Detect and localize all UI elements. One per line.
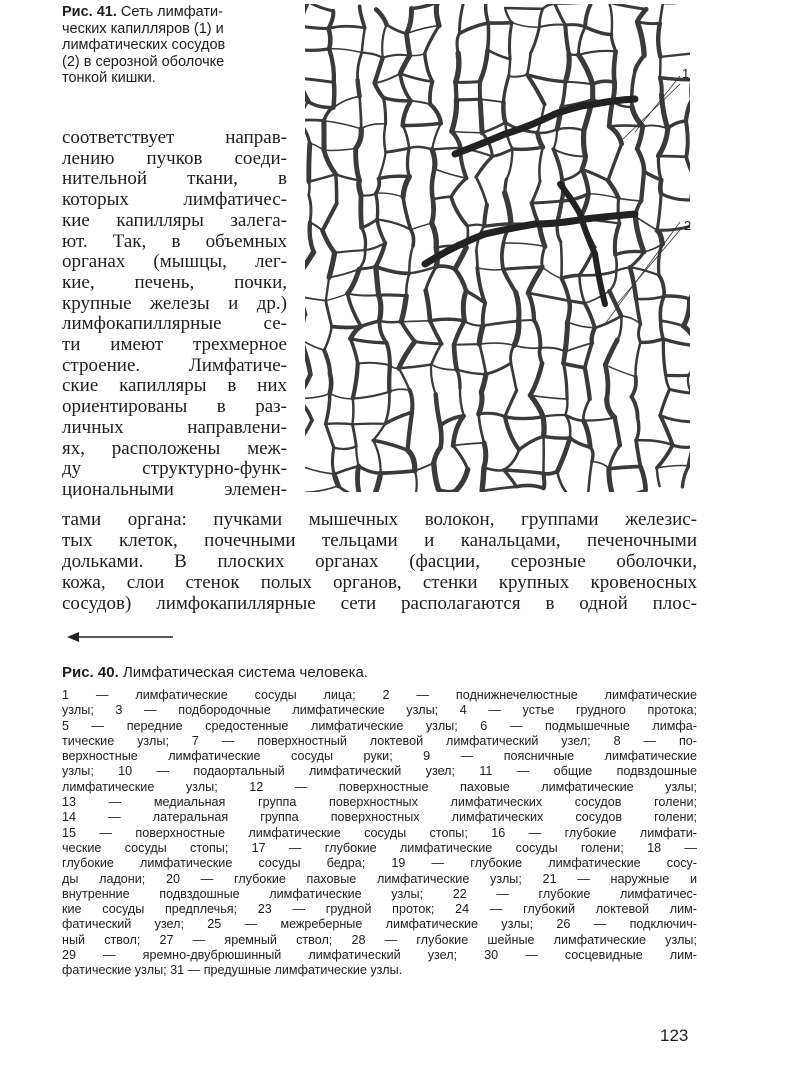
capillary-segment: [360, 96, 362, 128]
capillary-segment: [456, 53, 459, 82]
capillary-segment: [660, 57, 661, 78]
capillary-segment: [509, 59, 510, 76]
legend-line: узлы; 3 — подбородочные лимфатические узлы; 4 — устье грудного протока;: [62, 703, 697, 718]
legend-line: 5 — передние средостенные лимфатические узлы; 6 — подмышечные лимфа-: [62, 718, 697, 733]
capillary-segment: [440, 426, 441, 448]
capillary-segment: [305, 49, 329, 50]
caption-text: Сеть лимфати-: [120, 4, 223, 20]
text-line: лимфокапиллярные се-: [62, 313, 287, 335]
figure-41-caption: [62, 4, 290, 87]
capillary-segment: [432, 150, 435, 170]
caption-line-4: тонкой кишки.: [62, 70, 156, 86]
capillary-segment: [376, 267, 379, 296]
legend-line: верхностные лимфатические сосуды руки; 9 — поясничные лимфатические: [62, 749, 697, 764]
capillary-segment: [456, 99, 480, 100]
capillary-segment: [379, 295, 381, 321]
capillary-segment: [543, 473, 544, 488]
capillary-segment: [352, 399, 353, 425]
text-line: ские капилляры в них: [62, 375, 287, 397]
text-line: ют. Так, в объемных: [62, 230, 287, 252]
capillary-segment: [503, 102, 505, 122]
figure-40-label: Рис. 40.: [62, 664, 119, 681]
caption-label: Рис. 41.: [62, 4, 117, 20]
text-line: ях, расположены меж-: [62, 437, 287, 459]
body-text-left: [62, 128, 287, 501]
capillary-segment: [658, 156, 686, 157]
legend-line: фатический узел; 25 — межреберные лимфатические узлы; 26 — подключич-: [62, 917, 697, 932]
capillary-segment: [330, 373, 332, 393]
figure-40-title-text: Лимфатическая система человека.: [122, 664, 368, 681]
capillary-segment: [430, 319, 465, 321]
capillary-segment: [463, 291, 466, 321]
capillary-segment: [381, 471, 415, 473]
text-line: лению пучков соеди-: [62, 147, 287, 169]
capillary-segment: [326, 423, 353, 424]
capillary-segment: [660, 78, 662, 95]
legend-line: 14 — латеральная группа поверхностных лимфатических сосудов голени;: [62, 810, 697, 825]
body-text-full: [62, 510, 697, 615]
text-line: ориентированы в раз-: [62, 396, 287, 418]
text-line: ду структурно-функ-: [62, 458, 287, 480]
capillary-segment: [583, 131, 585, 157]
capillary-segment: [407, 34, 410, 56]
text-line: личных направлени-: [62, 416, 287, 438]
capillary-segment: [544, 436, 570, 438]
capillary-segment: [614, 51, 616, 82]
capillary-segment: [305, 120, 324, 121]
text-line: дольками. В плоских органах (фасции, серозные оболочки,: [62, 550, 697, 572]
capillary-segment: [438, 490, 456, 492]
capillary-segment: [502, 243, 504, 269]
capillary-segment: [357, 466, 359, 492]
legend-line: кие сосуды предплечья; 23 — грудной проток; 24 — глубокий локтевой лим-: [62, 902, 697, 917]
figure-40-legend: [62, 688, 697, 979]
text-line: циональными элемен-: [62, 478, 287, 500]
capillary-segment: [456, 82, 457, 100]
capillary-segment: [561, 242, 562, 278]
text-line: тами органа: пучками мышечных волокон, группами железис-: [62, 509, 697, 530]
capillary-segment: [476, 250, 477, 268]
capillary-segment: [401, 321, 430, 322]
capillary-segment: [565, 322, 567, 352]
caption-line-1: ческих капилляров (1) и: [62, 20, 224, 37]
legend-line: глубокие лимфатические сосуды бедра; 19 — глубокие лимфатические сосу-: [62, 856, 697, 871]
capillary-segment: [329, 29, 331, 49]
legend-line: узлы; 10 — подаортальный лимфатический узел; 11 — общие подвздошные: [62, 764, 697, 779]
capillary-segment: [456, 82, 480, 83]
capillary-segment: [352, 424, 385, 425]
legend-line: лимфатические узлы; 12 — поверхностные паховые лимфатические узлы;: [62, 779, 697, 794]
text-line: органах (мышцы, лег-: [62, 251, 287, 273]
legend-line: 13 — медиальная группа поверхностных лимфатических сосудов голени;: [62, 795, 697, 810]
legend-line: 1 — лимфатические сосуды лица; 2 — поднижнечелюстные лимфатические: [62, 688, 697, 702]
text-line: которых лимфатичес-: [62, 189, 287, 211]
text-line: кожа, слои стенок полых органов, стенки крупных кровеносных: [62, 571, 697, 593]
capillary-segment: [454, 345, 457, 370]
legend-line: фатические узлы; 31 — предушные лимфатические узлы.: [62, 963, 403, 978]
capillary-segment: [334, 82, 335, 107]
text-line: крупные железы и др.): [62, 292, 287, 314]
capillary-segment: [686, 121, 688, 157]
legend-line: ческие сосуды стопы; 17 — глубокие лимфатические сосуды голени; 18 —: [62, 840, 697, 855]
legend-line: 15 — поверхностные лимфатические сосуды стопы; 16 — глубокие лимфати-: [62, 825, 697, 840]
legend-line: 29 — яремно-двубрюшинный лимфатический узел; 30 — сосцевидные лим-: [62, 948, 697, 963]
capillary-segment: [519, 320, 534, 321]
text-line: строение. Лимфатиче-: [62, 354, 287, 376]
legend-line: тические узлы; 7 — поверхностный локтевой лимфатический узел; 8 — по-: [62, 733, 697, 748]
page-number: 123: [660, 1026, 689, 1045]
capillary-segment: [618, 198, 619, 223]
capillary-segment: [454, 344, 479, 345]
capillary-segment: [605, 365, 608, 399]
capillary-segment: [568, 301, 570, 322]
text-line: нительной ткани, в: [62, 168, 287, 190]
capillary-segment: [505, 8, 543, 9]
caption-line-0: [62, 4, 290, 21]
callout-1: 1: [682, 66, 690, 81]
text-line: тых клеток, почечными тельцами и канальцами, печеночными: [62, 529, 697, 551]
capillary-segment: [336, 174, 337, 203]
figure-40-title: [62, 664, 368, 681]
capillary-segment: [609, 126, 643, 127]
capillary-segment: [505, 417, 543, 419]
text-line: соответствует направ-: [62, 127, 287, 148]
capillary-segment: [361, 195, 362, 227]
caption-line-3: (2) в серозной оболочке: [62, 53, 225, 70]
capillary-segment: [376, 193, 378, 219]
callout-2: 2: [684, 218, 692, 233]
capillary-segment: [432, 199, 434, 223]
text-line: кие капилляры залега-: [62, 209, 287, 231]
caption-line-2: лимфатических сосудов: [62, 37, 226, 53]
capillary-segment: [379, 295, 407, 296]
lymphatic-network-image: [305, 4, 690, 492]
text-line: кие, печень, почки,: [62, 271, 287, 293]
arrow-left-icon: [65, 630, 175, 644]
capillary-segment: [436, 4, 439, 26]
capillary-segment: [482, 468, 484, 491]
capillary-segment: [609, 467, 641, 469]
capillary-segment: [543, 417, 544, 437]
capillary-segment: [309, 144, 310, 182]
capillary-segment: [480, 99, 482, 133]
capillary-segment: [484, 443, 486, 468]
capillary-segment: [407, 148, 409, 176]
capillary-segment: [432, 169, 435, 199]
legend-line: ный ствол; 27 — яремный ствол; 28 — глубокие шейные лимфатические узлы;: [62, 932, 697, 947]
capillary-segment: [389, 365, 390, 392]
capillary-segment: [358, 80, 360, 97]
text-line: сосудов) лимфокапиллярные сети располагаются в одной плос-: [62, 592, 697, 614]
capillary-segment: [660, 180, 661, 194]
capillary-segment: [309, 182, 310, 195]
legend-line: внутренние подвздошные лимфатические узлы; 22 — глубокие лимфатичес-: [62, 886, 697, 901]
capillary-segment: [615, 255, 616, 272]
text-line: ти имеют трехмерное: [62, 334, 287, 356]
capillary-segment: [641, 172, 644, 201]
capillary-segment: [658, 23, 660, 57]
legend-line: ды ладони; 20 — глубокие паховые лимфатические узлы; 21 — наружные и: [62, 871, 697, 886]
capillary-segment: [488, 23, 489, 50]
capillary-segment: [380, 321, 402, 322]
